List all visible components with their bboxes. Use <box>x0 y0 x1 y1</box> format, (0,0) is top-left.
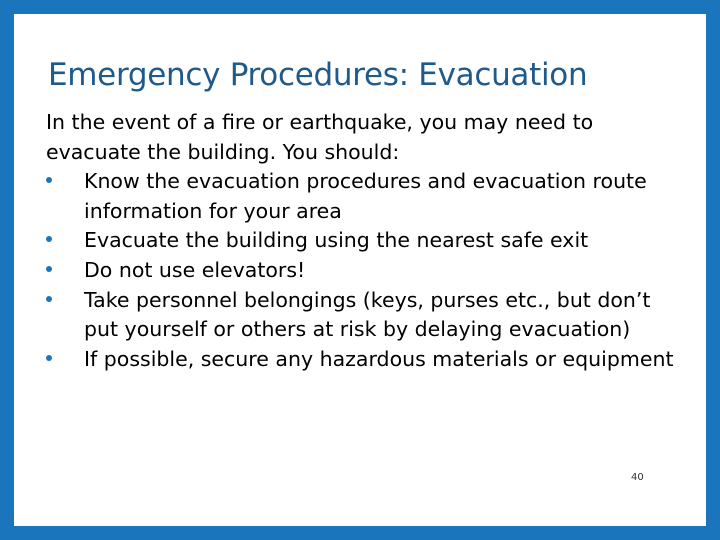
slide-title: Emergency Procedures: Evacuation <box>48 57 588 93</box>
bullet-item <box>46 256 686 286</box>
bullet-list <box>46 167 686 374</box>
bullet-item <box>46 345 686 375</box>
bullet-item <box>46 286 686 345</box>
page-number: 40 <box>631 472 644 483</box>
bullet-text: Evacuate the building using the nearest safe exit <box>84 228 589 253</box>
bullet-text: Do not use elevators! <box>84 257 306 282</box>
bullet-item <box>46 167 686 226</box>
bullet-dot-icon <box>46 266 52 272</box>
slide-body <box>46 108 686 374</box>
bullet-dot-icon <box>46 177 52 183</box>
slide-canvas <box>14 14 706 526</box>
bullet-item <box>46 226 686 256</box>
bullet-text: If possible, secure any hazardous materials or equipment <box>84 346 674 371</box>
bullet-dot-icon <box>46 296 52 302</box>
bullet-text: Know the evacuation procedures and evacuation route information for your area <box>84 169 647 223</box>
bullet-text: Take personnel belongings (keys, purses etc., but don’t put yourself or others at risk by delaying evacuation) <box>84 287 651 342</box>
intro-text: In the event of a fire or earthquake, you may need to evacuate the building. You should: <box>46 110 594 164</box>
bullet-dot-icon <box>46 236 52 242</box>
bullet-dot-icon <box>46 355 52 361</box>
